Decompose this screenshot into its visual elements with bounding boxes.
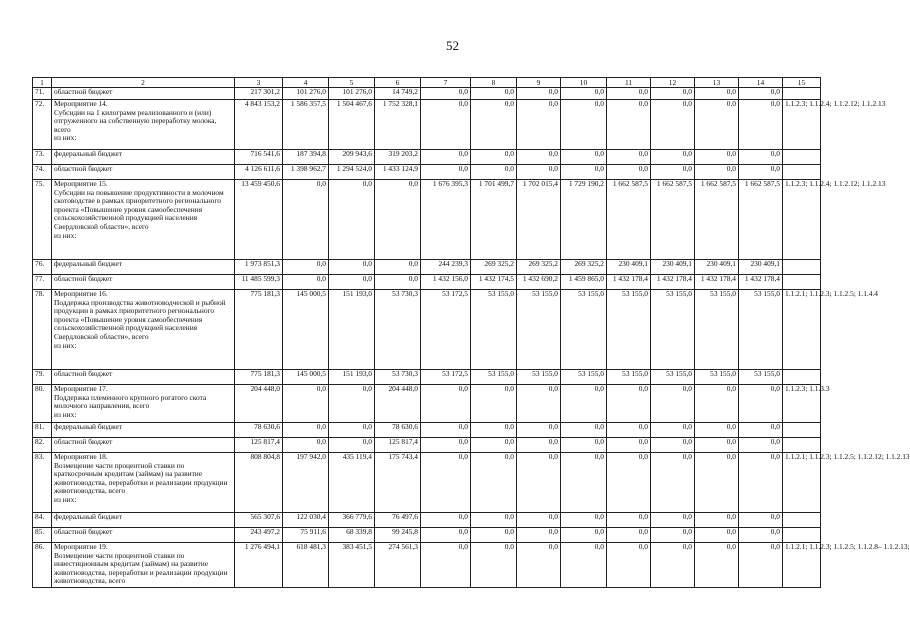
cell-y2025: 0,0: [561, 438, 607, 453]
table-row: [33, 438, 821, 453]
cell-y2021: 1 752 328,1: [375, 100, 421, 150]
cell-y2020: 435 119,4: [329, 453, 375, 513]
column-header-2: 2: [52, 78, 235, 88]
cell-y2019: 145 000,5: [283, 370, 329, 385]
cell-y2020: 0,0: [329, 275, 375, 290]
cell-total: 716 541,6: [235, 150, 283, 165]
cell-total: 11 485 599,3: [235, 275, 283, 290]
cell-y2021: 0,0: [375, 275, 421, 290]
cell-y2024: 1 702 015,4: [517, 180, 561, 260]
table-row: [33, 88, 821, 100]
table-row: [33, 528, 821, 543]
column-header-11: 11: [607, 78, 651, 88]
cell-y2022: 0,0: [421, 165, 471, 180]
cell-y2022: 0,0: [421, 438, 471, 453]
table-row: [33, 180, 821, 260]
cell-y2025: 0,0: [561, 423, 607, 438]
cell-y2028: 0,0: [695, 150, 739, 165]
cell-y2028: 1 662 587,5: [695, 180, 739, 260]
cell-y2025: 1 459 865,0: [561, 275, 607, 290]
table-row: [33, 370, 821, 385]
cell-y2027: 0,0: [651, 438, 695, 453]
cell-y2023: 0,0: [471, 543, 517, 588]
cell-y2026: 0,0: [607, 165, 651, 180]
table-row: [33, 513, 821, 528]
cell-y2019: 197 942,0: [283, 453, 329, 513]
cell-y2020: 383 451,5: [329, 543, 375, 588]
cell-name: федеральный бюджет: [52, 150, 235, 165]
cell-target-codes: [783, 275, 821, 290]
cell-y2025: 0,0: [561, 165, 607, 180]
cell-y2026: 0,0: [607, 438, 651, 453]
cell-y2022: 1 676 395,3: [421, 180, 471, 260]
column-header-15: 15: [783, 78, 821, 88]
cell-y2020: 1 294 524,0: [329, 165, 375, 180]
cell-total: 217 301,2: [235, 88, 283, 100]
cell-y2021: 53 730,3: [375, 290, 421, 370]
table-row: [33, 385, 821, 423]
cell-y2019: 0,0: [283, 385, 329, 423]
cell-y2020: 101 276,0: [329, 88, 375, 100]
cell-y2020: 0,0: [329, 385, 375, 423]
cell-y2024: 0,0: [517, 100, 561, 150]
cell-y2020: 151 193,0: [329, 290, 375, 370]
table-row: [33, 260, 821, 275]
cell-y2027: 0,0: [651, 528, 695, 543]
column-header-1: 1: [33, 78, 52, 88]
cell-row-number: 76.: [33, 260, 52, 275]
cell-y2029: 0,0: [739, 513, 783, 528]
cell-y2025: 53 155,0: [561, 370, 607, 385]
cell-y2021: 175 743,4: [375, 453, 421, 513]
cell-y2028: 0,0: [695, 385, 739, 423]
table-header-row: [33, 78, 821, 88]
column-header-6: 6: [375, 78, 421, 88]
table-row: [33, 543, 821, 588]
cell-y2024: 0,0: [517, 438, 561, 453]
cell-y2022: 0,0: [421, 528, 471, 543]
cell-y2021: 14 749,2: [375, 88, 421, 100]
cell-name: федеральный бюджет: [52, 513, 235, 528]
cell-name: областной бюджет: [52, 275, 235, 290]
cell-target-codes: 1.1.2.3; 1.1.2.4; 1.1.2.12; 1.1.2.13: [783, 100, 821, 150]
cell-y2022: 0,0: [421, 543, 471, 588]
cell-row-number: 72.: [33, 100, 52, 150]
cell-y2025: 53 155,0: [561, 290, 607, 370]
cell-y2025: 0,0: [561, 543, 607, 588]
cell-total: 1 973 851,3: [235, 260, 283, 275]
cell-total: 808 804,8: [235, 453, 283, 513]
cell-y2029: 0,0: [739, 88, 783, 100]
cell-y2022: 244 239,3: [421, 260, 471, 275]
cell-target-codes: [783, 513, 821, 528]
cell-y2021: 0,0: [375, 260, 421, 275]
cell-y2022: 0,0: [421, 513, 471, 528]
cell-y2027: 1 432 178,4: [651, 275, 695, 290]
column-header-8: 8: [471, 78, 517, 88]
table-row: [33, 423, 821, 438]
cell-name: Мероприятие 19. Возмещение части процентной ставки по инвестиционным кредитам (займам) на развитие животноводства, переработки и реализации продукции животноводства, всего: [52, 543, 235, 588]
cell-y2026: 0,0: [607, 385, 651, 423]
cell-y2028: 0,0: [695, 453, 739, 513]
cell-target-codes: 1.1.2.3; 1.1.3.3: [783, 385, 821, 423]
cell-y2024: 0,0: [517, 150, 561, 165]
cell-total: 775 181,3: [235, 290, 283, 370]
cell-y2019: 187 394,8: [283, 150, 329, 165]
column-header-3: 3: [235, 78, 283, 88]
cell-y2023: 0,0: [471, 150, 517, 165]
cell-y2020: 0,0: [329, 260, 375, 275]
cell-y2024: 53 155,0: [517, 370, 561, 385]
cell-y2028: 0,0: [695, 543, 739, 588]
cell-y2029: 53 155,0: [739, 370, 783, 385]
column-header-10: 10: [561, 78, 607, 88]
cell-y2021: 78 630,6: [375, 423, 421, 438]
cell-y2024: 0,0: [517, 423, 561, 438]
cell-row-number: 83.: [33, 453, 52, 513]
cell-y2029: 0,0: [739, 453, 783, 513]
column-header-4: 4: [283, 78, 329, 88]
cell-y2027: 230 409,1: [651, 260, 695, 275]
cell-y2019: 145 000,5: [283, 290, 329, 370]
cell-total: 125 817,4: [235, 438, 283, 453]
cell-y2026: 1 432 178,4: [607, 275, 651, 290]
cell-row-number: 77.: [33, 275, 52, 290]
cell-y2021: 53 730,3: [375, 370, 421, 385]
cell-y2025: 0,0: [561, 150, 607, 165]
cell-y2027: 53 155,0: [651, 370, 695, 385]
cell-y2022: 0,0: [421, 88, 471, 100]
cell-y2023: 0,0: [471, 100, 517, 150]
cell-y2028: 0,0: [695, 528, 739, 543]
cell-target-codes: [783, 150, 821, 165]
cell-y2027: 0,0: [651, 423, 695, 438]
cell-name: областной бюджет: [52, 438, 235, 453]
cell-y2019: 0,0: [283, 423, 329, 438]
cell-name: Мероприятие 16. Поддержка производства животноводческой и рыбной продукции в рамках приоритетного регионального проекта «Повышение уровня самообеспечения сельскохозяйственной продукцией населения Свердловской области», всего из них:: [52, 290, 235, 370]
cell-y2022: 0,0: [421, 100, 471, 150]
cell-y2024: 0,0: [517, 528, 561, 543]
cell-y2024: 1 432 690,2: [517, 275, 561, 290]
cell-row-number: 78.: [33, 290, 52, 370]
cell-target-codes: 1.1.2.1; 1.1.2.3; 1.1.2.5; 1.1.2.8– 1.1.2.13;: [783, 543, 821, 588]
cell-name: Мероприятие 14. Субсидии на 1 килограмм реализованного и (или) отгруженного на собственную переработку молока, всего из них:: [52, 100, 235, 150]
table-row: [33, 453, 821, 513]
cell-y2023: 0,0: [471, 528, 517, 543]
cell-target-codes: [783, 528, 821, 543]
cell-y2019: 0,0: [283, 180, 329, 260]
column-header-7: 7: [421, 78, 471, 88]
cell-y2029: 230 409,1: [739, 260, 783, 275]
cell-y2029: 0,0: [739, 385, 783, 423]
cell-y2026: 0,0: [607, 88, 651, 100]
cell-row-number: 79.: [33, 370, 52, 385]
cell-y2025: 0,0: [561, 100, 607, 150]
cell-y2020: 151 193,0: [329, 370, 375, 385]
cell-y2021: 76 497,6: [375, 513, 421, 528]
cell-y2020: 0,0: [329, 423, 375, 438]
cell-y2028: 0,0: [695, 423, 739, 438]
cell-y2028: 1 432 178,4: [695, 275, 739, 290]
cell-y2027: 0,0: [651, 150, 695, 165]
cell-y2024: 0,0: [517, 88, 561, 100]
cell-y2029: 0,0: [739, 438, 783, 453]
cell-y2025: 269 325,2: [561, 260, 607, 275]
cell-y2023: 0,0: [471, 453, 517, 513]
column-header-12: 12: [651, 78, 695, 88]
cell-y2022: 0,0: [421, 453, 471, 513]
cell-y2023: 1 701 499,7: [471, 180, 517, 260]
cell-y2019: 0,0: [283, 260, 329, 275]
cell-y2026: 0,0: [607, 453, 651, 513]
cell-name: областной бюджет: [52, 88, 235, 100]
cell-y2019: 122 030,4: [283, 513, 329, 528]
cell-y2019: 101 276,0: [283, 88, 329, 100]
cell-y2024: 0,0: [517, 165, 561, 180]
cell-y2026: 0,0: [607, 423, 651, 438]
cell-name: Мероприятие 17. Поддержка племенного крупного рогатого скота молочного направления, всего из них:: [52, 385, 235, 423]
cell-y2027: 0,0: [651, 543, 695, 588]
cell-name: Мероприятие 15. Субсидии на повышение продуктивности в молочном скотоводстве в рамках приоритетного регионального проекта «Повышение уровня самообеспечения сельскохозяйственной продукцией населения Свердловской области», всего из них:: [52, 180, 235, 260]
cell-y2026: 53 155,0: [607, 370, 651, 385]
cell-name: федеральный бюджет: [52, 423, 235, 438]
cell-name: Мероприятие 18. Возмещение части процентной ставки по краткосрочным кредитам (займам) на развитие животноводства, переработки и реализации продукции животноводства, всего из них:: [52, 453, 235, 513]
cell-target-codes: [783, 370, 821, 385]
cell-name: областной бюджет: [52, 528, 235, 543]
cell-y2024: 0,0: [517, 453, 561, 513]
cell-y2023: 0,0: [471, 423, 517, 438]
cell-y2028: 0,0: [695, 165, 739, 180]
cell-y2020: 1 504 467,6: [329, 100, 375, 150]
cell-y2025: 0,0: [561, 453, 607, 513]
cell-y2021: 319 203,2: [375, 150, 421, 165]
cell-y2029: 1 662 587,5: [739, 180, 783, 260]
cell-y2028: 53 155,0: [695, 370, 739, 385]
cell-y2023: 53 155,0: [471, 370, 517, 385]
cell-y2028: 53 155,0: [695, 290, 739, 370]
cell-y2028: 0,0: [695, 513, 739, 528]
cell-y2023: 269 325,2: [471, 260, 517, 275]
cell-y2024: 269 325,2: [517, 260, 561, 275]
cell-y2029: 0,0: [739, 100, 783, 150]
cell-row-number: 85.: [33, 528, 52, 543]
cell-y2028: 0,0: [695, 88, 739, 100]
cell-name: областной бюджет: [52, 165, 235, 180]
cell-y2026: 0,0: [607, 100, 651, 150]
cell-y2027: 0,0: [651, 88, 695, 100]
page-number: 52: [446, 38, 459, 53]
cell-y2029: 1 432 178,4: [739, 275, 783, 290]
cell-row-number: 75.: [33, 180, 52, 260]
cell-row-number: 81.: [33, 423, 52, 438]
cell-y2022: 53 172,5: [421, 290, 471, 370]
cell-y2021: 274 561,3: [375, 543, 421, 588]
column-header-14: 14: [739, 78, 783, 88]
cell-y2019: 1 398 962,7: [283, 165, 329, 180]
cell-y2025: 0,0: [561, 88, 607, 100]
table-row: [33, 290, 821, 370]
cell-y2022: 0,0: [421, 423, 471, 438]
column-header-9: 9: [517, 78, 561, 88]
cell-y2024: 0,0: [517, 543, 561, 588]
cell-total: 1 276 494,1: [235, 543, 283, 588]
cell-target-codes: [783, 438, 821, 453]
cell-target-codes: 1.1.2.1; 1.1.2.3; 1.1.2.5; 1.1.2.12; 1.1.2.13: [783, 453, 821, 513]
cell-y2025: 1 729 190,2: [561, 180, 607, 260]
cell-target-codes: [783, 423, 821, 438]
table-row: [33, 150, 821, 165]
cell-y2024: 53 155,0: [517, 290, 561, 370]
cell-total: 4 843 153,2: [235, 100, 283, 150]
column-header-5: 5: [329, 78, 375, 88]
cell-y2025: 0,0: [561, 513, 607, 528]
table-row: [33, 275, 821, 290]
cell-y2023: 0,0: [471, 385, 517, 423]
cell-row-number: 71.: [33, 88, 52, 100]
cell-y2026: 0,0: [607, 513, 651, 528]
cell-target-codes: 1.1.2.1; 1.1.2.3; 1.1.2.5; 1.1.4.4: [783, 290, 821, 370]
cell-y2029: 0,0: [739, 543, 783, 588]
cell-row-number: 74.: [33, 165, 52, 180]
cell-y2023: 0,0: [471, 88, 517, 100]
cell-y2027: 0,0: [651, 165, 695, 180]
cell-y2022: 53 172,5: [421, 370, 471, 385]
cell-y2019: 618 481,3: [283, 543, 329, 588]
cell-y2021: 204 448,0: [375, 385, 421, 423]
cell-y2026: 0,0: [607, 543, 651, 588]
cell-y2024: 0,0: [517, 513, 561, 528]
cell-total: 565 307,6: [235, 513, 283, 528]
budget-table: [32, 77, 910, 588]
cell-total: 4 126 611,6: [235, 165, 283, 180]
cell-y2027: 1 662 587,5: [651, 180, 695, 260]
cell-y2026: 0,0: [607, 150, 651, 165]
cell-y2020: 0,0: [329, 438, 375, 453]
cell-y2019: 0,0: [283, 275, 329, 290]
cell-y2027: 0,0: [651, 385, 695, 423]
cell-y2024: 0,0: [517, 385, 561, 423]
cell-row-number: 80.: [33, 385, 52, 423]
cell-y2021: 1 433 124,9: [375, 165, 421, 180]
cell-y2023: 1 432 174,5: [471, 275, 517, 290]
cell-y2025: 0,0: [561, 528, 607, 543]
cell-target-codes: [783, 165, 821, 180]
cell-y2022: 0,0: [421, 385, 471, 423]
cell-y2019: 75 911,6: [283, 528, 329, 543]
cell-y2028: 0,0: [695, 438, 739, 453]
cell-y2029: 0,0: [739, 165, 783, 180]
cell-y2023: 0,0: [471, 438, 517, 453]
cell-y2028: 230 409,1: [695, 260, 739, 275]
cell-y2021: 125 817,4: [375, 438, 421, 453]
table-row: [33, 165, 821, 180]
column-header-13: 13: [695, 78, 739, 88]
cell-total: 243 497,2: [235, 528, 283, 543]
cell-total: 78 630,6: [235, 423, 283, 438]
cell-name: областной бюджет: [52, 370, 235, 385]
cell-row-number: 86.: [33, 543, 52, 588]
cell-total: 775 181,3: [235, 370, 283, 385]
table-row: [33, 100, 821, 150]
cell-y2027: 0,0: [651, 513, 695, 528]
cell-y2028: 0,0: [695, 100, 739, 150]
cell-y2020: 209 943,6: [329, 150, 375, 165]
cell-target-codes: 1.1.2.3; 1.1.2.4; 1.1.2.12; 1.1.2.13: [783, 180, 821, 260]
cell-y2029: 0,0: [739, 528, 783, 543]
cell-y2026: 0,0: [607, 528, 651, 543]
cell-y2027: 0,0: [651, 100, 695, 150]
cell-y2026: 1 662 587,5: [607, 180, 651, 260]
cell-row-number: 82.: [33, 438, 52, 453]
cell-y2029: 53 155,0: [739, 290, 783, 370]
cell-target-codes: [783, 88, 821, 100]
cell-y2023: 0,0: [471, 165, 517, 180]
cell-y2021: 0,0: [375, 180, 421, 260]
cell-target-codes: [783, 260, 821, 275]
cell-y2020: 0,0: [329, 180, 375, 260]
cell-row-number: 84.: [33, 513, 52, 528]
cell-y2021: 99 245,8: [375, 528, 421, 543]
cell-y2022: 0,0: [421, 150, 471, 165]
cell-total: 13 459 450,6: [235, 180, 283, 260]
cell-y2019: 1 586 357,5: [283, 100, 329, 150]
cell-name: федеральный бюджет: [52, 260, 235, 275]
cell-y2020: 68 339,8: [329, 528, 375, 543]
cell-y2023: 53 155,0: [471, 290, 517, 370]
cell-y2022: 1 432 156,0: [421, 275, 471, 290]
cell-y2020: 366 779,6: [329, 513, 375, 528]
cell-y2029: 0,0: [739, 423, 783, 438]
cell-y2026: 53 155,0: [607, 290, 651, 370]
cell-row-number: 73.: [33, 150, 52, 165]
cell-y2025: 0,0: [561, 385, 607, 423]
cell-y2026: 230 409,1: [607, 260, 651, 275]
cell-total: 204 448,0: [235, 385, 283, 423]
cell-y2023: 0,0: [471, 513, 517, 528]
cell-y2027: 53 155,0: [651, 290, 695, 370]
cell-y2029: 0,0: [739, 150, 783, 165]
cell-y2027: 0,0: [651, 453, 695, 513]
cell-y2019: 0,0: [283, 438, 329, 453]
